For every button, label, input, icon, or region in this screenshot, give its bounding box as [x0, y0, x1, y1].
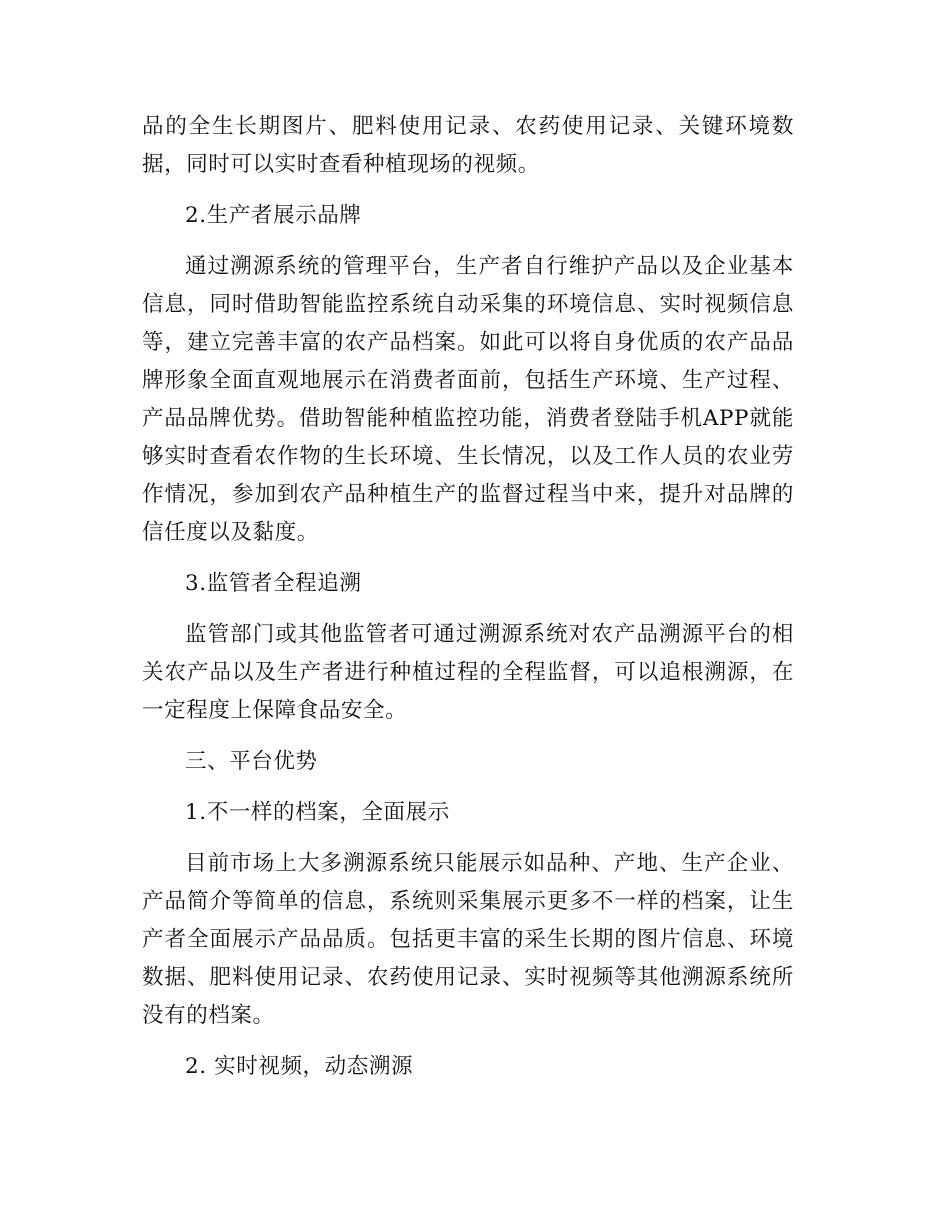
heading-realtime-video: 2. 实时视频，动态溯源 [185, 1054, 414, 1079]
paragraph-gap [142, 552, 794, 565]
heading-different-archive: 1.不一样的档案，全面展示 [185, 800, 450, 825]
heading-producer-brand: 2.生产者展示品牌 [185, 203, 362, 228]
paragraph-gap [142, 603, 794, 616]
heading-platform-advantages: 三、平台优势 [185, 749, 318, 774]
paragraph-gap [142, 832, 794, 845]
paragraph-gap [142, 781, 794, 794]
paragraph-gap [142, 235, 794, 248]
paragraph-producer-brand: 通过溯源系统的管理平台，生产者自行维护产品以及企业基本信息，同时借助智能监控系统自动采集的环境信息、实时视频信息等，建立完善丰富的农产品档案。如此可以将自身优质的农产品品牌形象全面直观地展示在消费者面前，包括生产环境、生产过程、产品品牌优势。借助智能种植监控功能，消费者登陆手机APP就能够实时查看农作物的生长环境、生长情况，以及工作人员的农业劳作情况，参加到农产品种植生产的监督过程当中来，提升对品牌的信任度以及黏度。 [142, 254, 794, 545]
paragraph-gap [142, 730, 794, 743]
document-body [142, 108, 794, 1086]
heading-regulator-trace: 3.监管者全程追溯 [185, 571, 362, 596]
paragraph-regulator-trace: 监管部门或其他监管者可通过溯源系统对农产品溯源平台的相关农产品以及生产者进行种植过程的全程监督，可以追根溯源，在一定程度上保障食品安全。 [142, 622, 794, 723]
paragraph-gap [142, 184, 794, 197]
paragraph-different-archive: 目前市场上大多溯源系统只能展示如品种、产地、生产企业、产品简介等简单的信息，系统则采集展示更多不一样的档案，让生产者全面展示产品品质。包括更丰富的采生长期的图片信息、环境数据、肥料使用记录、农药使用记录、实时视频等其他溯源系统所没有的档案。 [142, 851, 794, 1028]
paragraph-gap [142, 1035, 794, 1048]
paragraph-continued: 品的全生长期图片、肥料使用记录、农药使用记录、关键环境数据，同时可以实时查看种植现场的视频。 [142, 114, 794, 177]
